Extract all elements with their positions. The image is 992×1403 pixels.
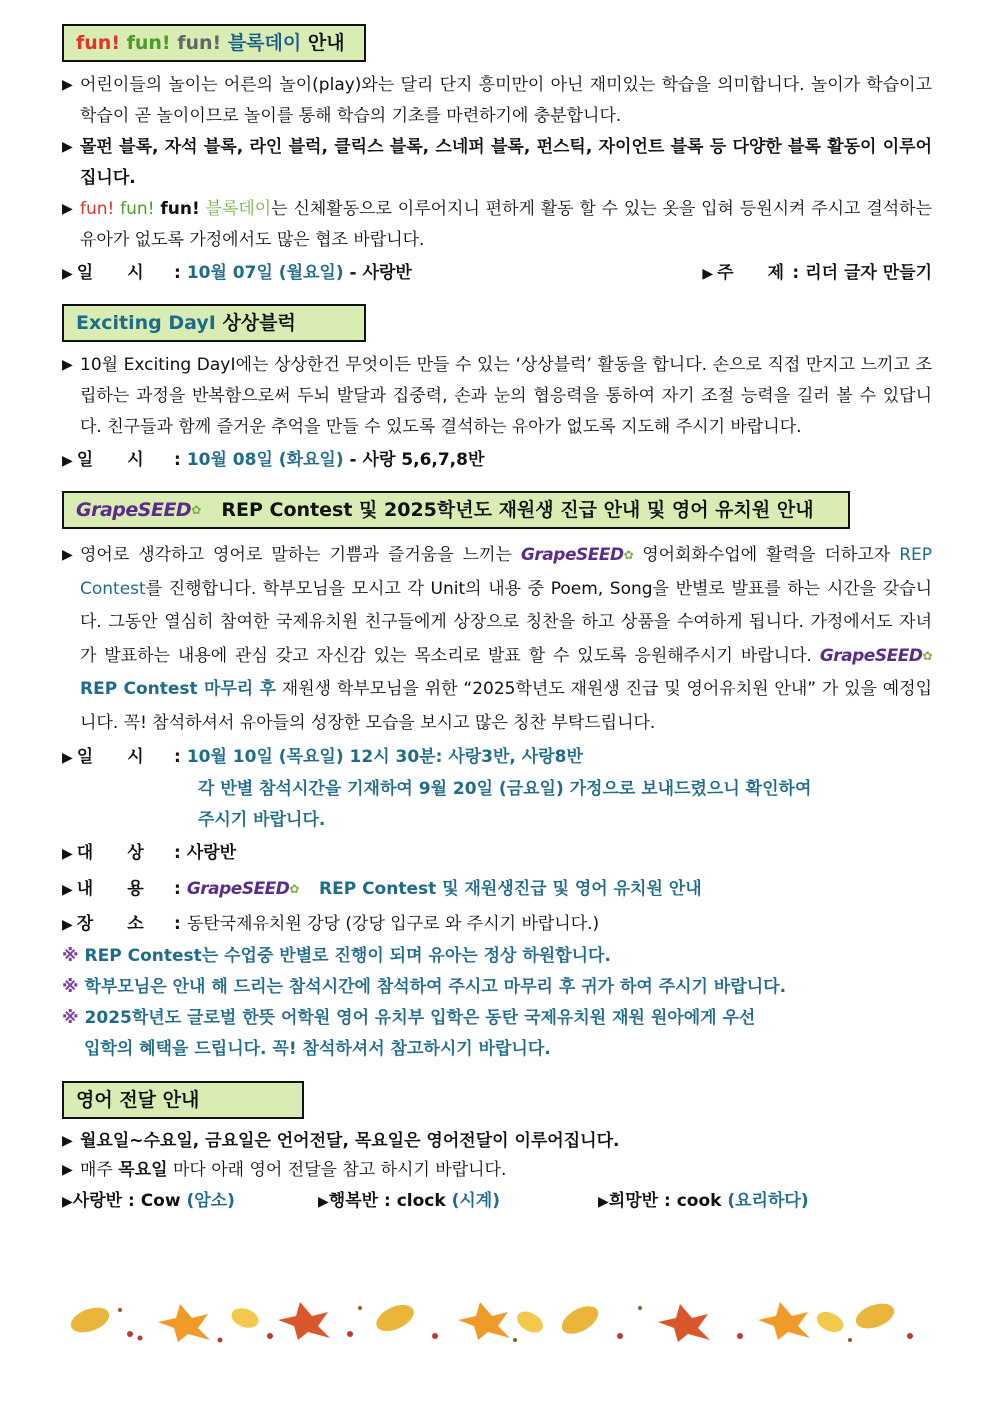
arrow-icon: ▶ — [62, 547, 73, 563]
date-value: 10월 07일 (월요일) — [186, 263, 344, 283]
paragraph-text: 마다 아래 영어 전달을 참고 하시기 바랍니다. — [172, 1160, 507, 1180]
colon: : — [174, 263, 181, 283]
place-row — [62, 909, 932, 941]
section-title-fun-block-day — [62, 24, 366, 62]
date-row — [62, 445, 932, 477]
word-class-1: ▶사랑반 : Cow (암소) — [62, 1191, 235, 1211]
date-value: 10월 10일 (목요일) 12시 30분: 사랑3반, 사랑8반 — [186, 747, 583, 767]
arrow-icon: ▶ — [702, 266, 714, 282]
paragraph-text: 재원생 학부모님을 위한 “2025학년도 재원생 진급 및 영어유치원 안내” 가 있을 예정입니다. 꼭! 참석하셔서 유아들의 성장한 모습을 보시고 많은 칭찬 부탁드립니다. — [80, 679, 933, 733]
colon: : — [174, 914, 181, 934]
autumn-leaves-border-icon — [60, 1296, 930, 1346]
place-label: 장 소 — [76, 914, 144, 934]
paragraph-text: 매주 — [80, 1160, 113, 1180]
section-english-delivery — [62, 1081, 932, 1217]
paragraph-delivery-days — [62, 1127, 932, 1156]
title-guide: 안내 — [307, 32, 345, 54]
arrow-icon: ▶ — [62, 917, 73, 933]
note-1 — [62, 941, 932, 972]
colon: : — [174, 450, 181, 470]
inline-fun-1: fun! — [80, 199, 115, 219]
title-english-delivery: 영어 전달 안내 — [76, 1089, 200, 1111]
note-text: REP Contest는 수업중 반별로 진행이 되며 유아는 정상 하원합니다. — [84, 946, 611, 966]
paragraph-thursday — [62, 1156, 932, 1185]
grapeseed-logo: GrapeSEED✿ — [520, 545, 634, 565]
inline-fun-3: fun! — [160, 199, 200, 219]
inline-block-day: 블록데이 — [205, 199, 272, 219]
grapeseed-logo: GrapeSEED✿ — [819, 645, 932, 666]
date-label: 일 시 — [76, 450, 144, 470]
arrow-icon: ▶ — [62, 139, 73, 155]
section-title-english-delivery — [62, 1081, 304, 1119]
paragraph-text: 어린이들의 놀이는 어른의 놀이(play)와는 달리 단지 흥미만이 아닌 재미있는 학습을 의미합니다. 놀이가 학습이고 학습이 곧 놀이이므로 놀이를 통해 학습의 기초를 마련하기에 충분합니다. — [80, 75, 932, 126]
colon: : — [174, 879, 181, 899]
title-fun-3: fun! — [177, 32, 222, 54]
arrow-icon: ▶ — [62, 1133, 73, 1149]
arrow-icon: ▶ — [62, 882, 73, 898]
paragraph-block-types — [62, 132, 932, 194]
paragraph-text: 영어회화수업에 활력을 더하고자 — [642, 545, 891, 565]
note-2 — [62, 972, 932, 1003]
content-label: 내 용 — [76, 879, 144, 899]
section-exciting-day — [62, 304, 932, 477]
inline-rep-contest: REP Contest — [80, 545, 933, 599]
note-3-cont — [62, 1034, 932, 1065]
paragraph-play-learning — [62, 70, 932, 132]
date-note-end: 주시기 바랍니다. — [198, 810, 326, 830]
word-class-3: ▶희망반 : cook (요리하다) — [598, 1191, 809, 1211]
inline-fun-2: fun! — [120, 199, 155, 219]
date-value: 10월 08일 (화요일) — [186, 450, 344, 470]
arrow-icon: ▶ — [62, 750, 73, 766]
target-label: 대 상 — [76, 843, 144, 863]
arrow-icon: ▶ — [62, 77, 73, 93]
grapeseed-logo: GrapeSEED✿ — [76, 499, 201, 521]
note-text: 학부모님은 안내 해 드리는 참석시간에 참석하여 주시고 마무리 후 귀가 하여 주시기 바랍니다. — [84, 977, 787, 997]
date-note: 각 반별 참석시간을 기재하여 9월 20일 (금요일) 가정으로 보내드렸으니 확인하여 — [198, 779, 812, 799]
colon: : — [792, 263, 800, 283]
paragraph-text: 를 진행합니다. 학부모님을 모시고 각 Unit의 내용 중 Poem, Song을 반별로 발표를 하는 시간을 갖습니다. 그동안 열심히 참여한 국제유치원 친구들에게 상장으로 칭찬을 하고 상품을 수여하게 됩니다. 가정에서도 자녀가 발표하는 내용에 관심 갖고 자신감 있는 목소리로 발표 할 수 있도록 응원해주시기 바랍니다. — [80, 578, 932, 666]
arrow-icon: ▶ — [62, 266, 73, 282]
arrow-icon: ▶ — [62, 201, 73, 217]
note-mark-icon: ※ — [62, 1008, 79, 1028]
paragraph-text: 월요일~수요일, 금요일은 언어전달, 목요일은 영어전달이 이루어집니다. — [80, 1131, 620, 1151]
theme-label: 주 제 — [717, 263, 785, 283]
arrow-icon: ▶ — [598, 1194, 609, 1210]
grapeseed-logo: GrapeSEED✿ — [186, 879, 299, 899]
section-title-exciting-day — [62, 304, 366, 342]
title-block-day: 블록데이 — [227, 32, 302, 54]
section-rep-contest — [62, 491, 932, 1065]
note-text: 2025학년도 글로벌 한뜻 어학원 영어 유치부 입학은 동탄 국제유치원 재원 원아에게 우선 — [84, 1008, 756, 1028]
arrow-icon: ▶ — [62, 846, 73, 862]
paragraph-text: 는 신체활동으로 이루어지니 편하게 활동 할 수 있는 옷을 입혀 등원시켜 주시고 결석하는 유아가 없도록 가정에서도 많은 협조 바랍니다. — [80, 199, 933, 250]
title-exciting-day: Exciting DayⅠ — [76, 312, 216, 334]
target-row — [62, 838, 932, 870]
date-row — [62, 742, 932, 774]
paragraph-dress-guide — [62, 194, 932, 256]
date-note-row — [62, 774, 932, 805]
title-rep-contest: REP Contest 및 2025학년도 재원생 진급 안내 및 영어 유치원 안내 — [221, 499, 814, 521]
place-value: 동탄국제유치원 강당 (강당 입구로 와 주시기 바랍니다.) — [186, 914, 600, 934]
inline-rep-contest-finish: REP Contest 마무리 후 — [80, 679, 276, 699]
date-row — [62, 258, 412, 290]
content-value: REP Contest 및 재원생진급 및 영어 유치원 안내 — [318, 879, 702, 899]
paragraph-text: 영어로 생각하고 영어로 말하는 기쁨과 즐거움을 느끼는 — [80, 545, 512, 565]
arrow-icon: ▶ — [62, 357, 73, 373]
arrow-icon: ▶ — [318, 1194, 329, 1210]
section-fun-block-day — [62, 24, 932, 290]
note-3 — [62, 1003, 932, 1034]
section-title-rep-contest — [62, 491, 850, 529]
arrow-icon: ▶ — [62, 1194, 73, 1210]
content-row — [62, 872, 932, 907]
arrow-icon: ▶ — [62, 1162, 73, 1178]
title-fun-1: fun! — [76, 32, 120, 54]
note-mark-icon: ※ — [62, 946, 79, 966]
arrow-icon: ▶ — [62, 453, 73, 469]
note-text: 입학의 혜택을 드립니다. 꼭! 참석하셔서 참고하시기 바랍니다. — [84, 1039, 551, 1059]
paragraph-rep-contest — [62, 539, 932, 740]
date-note-row-2 — [62, 805, 932, 836]
newsletter-page — [62, 24, 932, 1217]
paragraph-text: 몰펀 블록, 자석 블록, 라인 블럭, 클릭스 블록, 스네퍼 블록, 펀스틱, 자이언트 블록 등 다양한 블록 활동이 이루어집니다. — [80, 137, 932, 188]
date-class: - 사랑 5,6,7,8반 — [349, 450, 485, 470]
title-fun-2: fun! — [126, 32, 171, 54]
note-mark-icon: ※ — [62, 977, 79, 997]
theme-row — [702, 258, 932, 290]
word-row — [62, 1187, 932, 1217]
colon: : — [174, 747, 181, 767]
word-class-2: ▶행복반 : clock (시계) — [318, 1191, 500, 1211]
date-label: 일 시 — [76, 747, 144, 767]
title-imagination-block: 상상블럭 — [222, 312, 296, 334]
paragraph-imagination-block — [62, 350, 932, 443]
date-label: 일 시 — [76, 263, 144, 283]
colon: : — [174, 843, 181, 863]
date-class: - 사랑반 — [349, 263, 412, 283]
target-value: 사랑반 — [186, 843, 237, 863]
inline-thursday: 목요일 — [118, 1160, 168, 1180]
theme-value: 리더 글자 만들기 — [805, 263, 932, 283]
paragraph-text: 10월 Exciting DayⅠ에는 상상한건 무엇이든 만들 수 있는 ‘상상블럭’ 활동을 합니다. 손으로 직접 만지고 느끼고 조립하는 과정을 반복함으로써 두뇌 발달과 집중력, 손과 눈의 협응력을 통하여 자기 조절 능력을 길러 볼 수 있답니다. 친구들과 함께 즐거운 추억을 만들 수 있도록 결석하는 유아가 없도록 지도해 주시기 바랍니다. — [80, 355, 932, 437]
